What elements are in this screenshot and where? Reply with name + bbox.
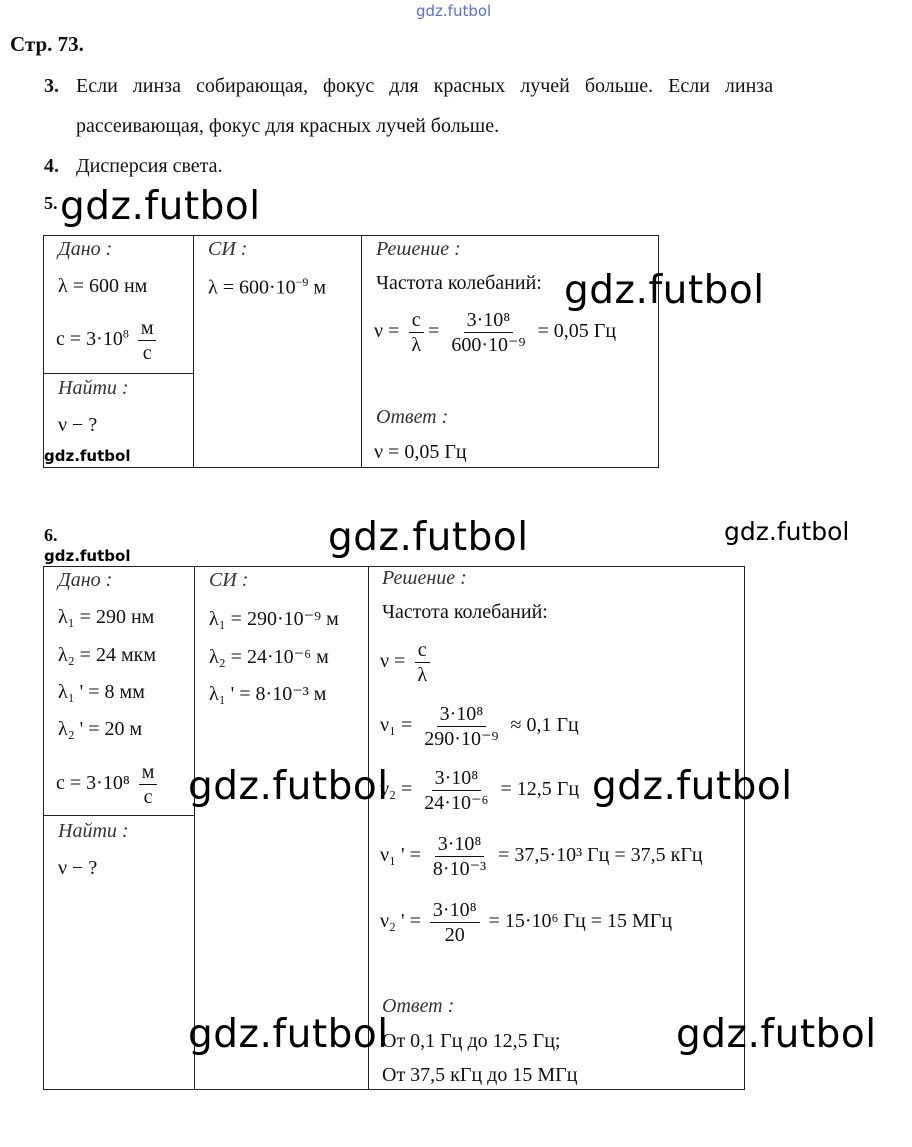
given-label: Дано : <box>58 238 113 260</box>
task-5-number: 5. <box>44 193 58 213</box>
watermark: gdz.futbol <box>592 764 793 809</box>
item-text-line-2: рассеивающая, фокус для красных лучей больше. <box>76 115 500 137</box>
given-wavelength-2-prime: λ₂ ' = 20 м <box>58 718 143 740</box>
formula-nu-2-prime: ν₂ ' = $\frac{\text{3·10⁸}}{20}$ = 15·10⁶ Гц = 15 МГц <box>380 899 673 946</box>
watermark: gdz.futbol <box>676 1012 877 1057</box>
watermark: gdz.futbol <box>188 1012 389 1057</box>
given-light-speed: c = 3·10⁸ $\frac{м}{с}$ <box>56 760 161 809</box>
answer-value: ν = 0,05 Гц <box>374 441 467 463</box>
solution-text: Частота колебаний: <box>382 601 548 623</box>
item-number: 4. <box>44 155 59 177</box>
item-text-line-1: Если линза собирающая, фокус для красных лучей больше. Если линза <box>76 75 774 97</box>
find-value: ν − ? <box>58 414 98 436</box>
answer-item-4 <box>44 146 223 186</box>
formula-nu-1: ν₁ = $\frac{\text{3·10⁸}}{\text{290·10⁻⁹}}$ ≈ 0,1 Гц <box>380 703 579 750</box>
given-wavelength-1-prime: λ₁ ' = 8 мм <box>58 681 145 703</box>
task-6-number: 6. <box>44 525 58 545</box>
given-light-speed: $c = 3\cdot 10^8$ $\frac{м}{с}$ <box>56 316 160 365</box>
find-label: Найти : <box>58 820 129 842</box>
answer-label: Ответ : <box>376 406 449 428</box>
watermark: gdz.futbol <box>564 268 765 313</box>
find-label: Найти : <box>58 377 129 399</box>
solution-label: Решение : <box>376 238 461 260</box>
watermark: gdz.futbol <box>328 515 529 560</box>
page-title: Стр. 73. <box>10 32 84 56</box>
si-label: СИ : <box>209 569 249 591</box>
si-wavelength-2: λ₂ = 24·10⁻⁶ м <box>209 646 329 668</box>
formula-nu-1-prime: ν₁ ' = $\frac{\text{3·10⁸}}{\text{8·10⁻³}}$ = 37,5·10³ Гц = 37,5 кГц <box>380 833 703 880</box>
si-label: СИ : <box>208 238 248 260</box>
given-wavelength-1: λ₁ = 290 нм <box>58 606 155 628</box>
watermark-top: gdz.futbol <box>416 2 492 20</box>
answer-item-3 <box>44 66 904 146</box>
solution-formula: ν = $\frac{c}{\lambda}$ = $\frac{\text{3·10⁸}}{\text{600·10⁻⁹}}$ = 0,05 Гц <box>374 309 617 356</box>
given-label: Дано : <box>58 569 113 591</box>
given-wavelength: λ = 600 нм <box>58 275 148 297</box>
si-wavelength: $\lambda = 600\cdot 10^{-9}$ м <box>208 275 327 299</box>
watermark: gdz.futbol <box>60 184 261 229</box>
watermark: gdz.futbol <box>44 547 131 565</box>
given-wavelength-2: λ₂ = 24 мкм <box>58 644 156 666</box>
si-wavelength-1-prime: λ₁ ' = 8·10⁻³ м <box>209 683 327 705</box>
solution-text: Частота колебаний: <box>376 272 542 294</box>
si-wavelength-1: λ₁ = 290·10⁻⁹ м <box>209 608 339 630</box>
watermark: gdz.futbol <box>44 447 131 465</box>
answer-line-2: От 37,5 кГц до 15 МГц <box>382 1064 578 1086</box>
item-number: 3. <box>44 75 59 97</box>
general-formula: ν = $\frac{c}{\lambda}$ <box>380 638 434 687</box>
watermark: gdz.futbol <box>188 764 389 809</box>
solution-label: Решение : <box>382 567 467 589</box>
formula-nu-2: ν₂ = $\frac{\text{3·10⁸}}{\text{24·10⁻⁶}}$ = 12,5 Гц <box>380 767 580 814</box>
item-text: Дисперсия света. <box>76 155 223 177</box>
answer-label: Ответ : <box>382 995 455 1017</box>
watermark: gdz.futbol <box>724 517 850 546</box>
find-value: ν − ? <box>58 857 98 879</box>
answer-line-1: От 0,1 Гц до 12,5 Гц; <box>382 1030 561 1052</box>
